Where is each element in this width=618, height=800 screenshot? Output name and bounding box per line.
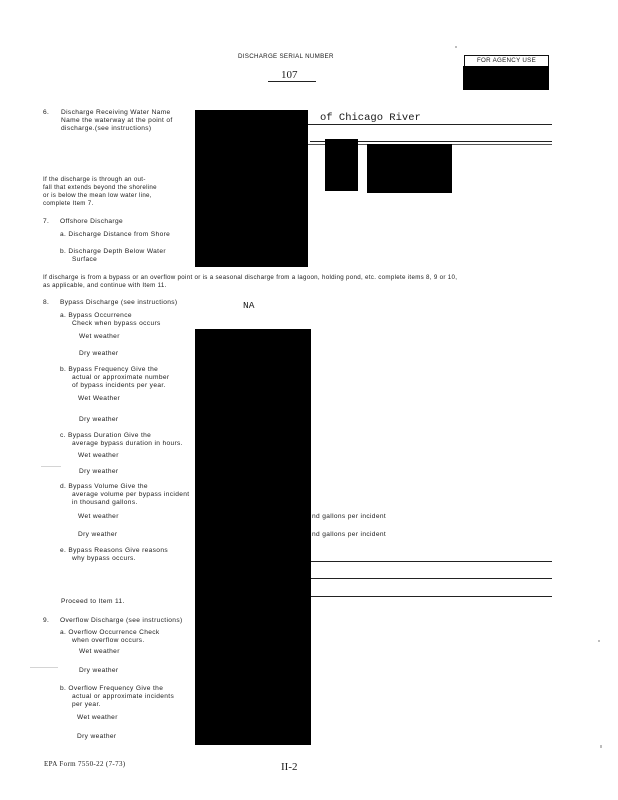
item8-b-desc2: of bypass incidents per year. xyxy=(72,382,166,389)
bypass-reasons-line-1 xyxy=(310,561,552,562)
item8-d-desc2: in thousand gallons. xyxy=(72,499,138,506)
item9-b-desc1: actual or approximate incidents xyxy=(72,693,175,700)
item8-b-wet: Wet Weather xyxy=(78,395,121,402)
item8-d-wet-unit: nd gallons per incident xyxy=(312,513,387,520)
item8-c-dry: Dry weather xyxy=(79,468,119,475)
bypass-reasons-line-3 xyxy=(310,596,552,597)
item7-b-label-cont: Surface xyxy=(72,256,98,263)
page-number: II-2 xyxy=(281,761,298,773)
item8-d-dry-unit: nd gallons per incident xyxy=(312,531,387,538)
item8-b-dry: Dry weather xyxy=(79,416,119,423)
item8-c-title: c. Bypass Duration Give the xyxy=(60,432,152,439)
item8-na-value: NA xyxy=(243,300,255,311)
proceed-to-item-11: Proceed to Item 11. xyxy=(61,598,125,605)
bypass-reasons-line-2 xyxy=(310,578,552,579)
redaction-block-4 xyxy=(195,329,311,745)
agency-use-box: FOR AGENCY USE xyxy=(464,55,549,67)
item8-title: Bypass Discharge (see instructions) xyxy=(60,299,178,306)
item9-a-dry: Dry weather xyxy=(79,667,119,674)
item9-title: Overflow Discharge (see instructions) xyxy=(60,617,183,624)
item6-title: Discharge Receiving Water Name xyxy=(61,109,171,116)
item7-number: 7. xyxy=(43,218,50,225)
redaction-block-3 xyxy=(367,144,452,193)
item9-b-dry: Dry weather xyxy=(77,733,117,740)
outfall-note-line3: or is below the mean low water line, xyxy=(43,192,152,199)
outfall-note-line1: If the discharge is through an out- xyxy=(43,176,146,183)
item8-d-dry: Dry weather xyxy=(78,531,118,538)
discharge-serial-label: DISCHARGE SERIAL NUMBER xyxy=(238,53,334,60)
item9-a-desc: when overflow occurs. xyxy=(72,637,145,644)
item9-number: 9. xyxy=(43,617,50,624)
item8-b-title: b. Bypass Frequency Give the xyxy=(60,366,159,373)
item7-title: Offshore Discharge xyxy=(60,218,123,225)
scan-speck xyxy=(41,466,61,467)
item8-c-desc: average bypass duration in hours. xyxy=(72,440,183,447)
serial-underline xyxy=(268,81,316,82)
receiving-water-value: of Chicago River xyxy=(320,112,421,124)
bypass-note-line2: as applicable, and continue with Item 11. xyxy=(43,282,167,289)
item9-a-title: a. Overflow Occurrence Check xyxy=(60,629,160,636)
scan-speck xyxy=(30,667,58,668)
item8-b-desc1: actual or approximate number xyxy=(72,374,170,381)
item8-e-title: e. Bypass Reasons Give reasons xyxy=(60,547,168,554)
bypass-note-line1: If discharge is from a bypass or an overflow point or is a seasonal discharge from a lagoon, holding pond, etc. complete items 8, 9 or 10, xyxy=(43,274,458,281)
item9-a-wet: Wet weather xyxy=(79,648,120,655)
discharge-serial-number: 107 xyxy=(281,69,298,81)
scan-speck xyxy=(455,46,457,48)
item7-a-label: a. Discharge Distance from Shore xyxy=(60,231,171,238)
item6-desc-line1: Name the waterway at the point of xyxy=(61,117,173,124)
agency-use-redaction xyxy=(463,66,549,90)
item9-b-title: b. Overflow Frequency Give the xyxy=(60,685,164,692)
item8-a-dry: Dry weather xyxy=(79,350,119,357)
item8-d-desc1: average volume per bypass incident xyxy=(72,491,190,498)
item8-a-desc: Check when bypass occurs xyxy=(72,320,161,327)
item9-b-wet: Wet weather xyxy=(77,714,118,721)
scan-speck xyxy=(600,745,602,748)
item8-a-wet: Wet weather xyxy=(79,333,120,340)
item6-number: 6. xyxy=(43,109,50,116)
item8-number: 8. xyxy=(43,299,50,306)
item9-b-desc2: per year. xyxy=(72,701,101,708)
item8-d-title: d. Bypass Volume Give the xyxy=(60,483,148,490)
item7-b-label: b. Discharge Depth Below Water xyxy=(60,248,166,255)
redaction-block-1 xyxy=(195,110,308,267)
scan-speck xyxy=(598,640,600,642)
item8-c-wet: Wet weather xyxy=(78,452,119,459)
item8-d-wet: Wet weather xyxy=(78,513,119,520)
item8-a-title: a. Bypass Occurrence xyxy=(60,312,132,319)
item6-desc-line2: discharge.(see instructions) xyxy=(61,125,152,132)
form-identifier: EPA Form 7550-22 (7-73) xyxy=(44,760,126,768)
outfall-note-line4: complete Item 7. xyxy=(43,200,94,207)
redaction-block-2 xyxy=(325,139,358,191)
outfall-note-line2: fall that extends beyond the shoreline xyxy=(43,184,157,191)
item8-e-desc: why bypass occurs. xyxy=(72,555,136,562)
